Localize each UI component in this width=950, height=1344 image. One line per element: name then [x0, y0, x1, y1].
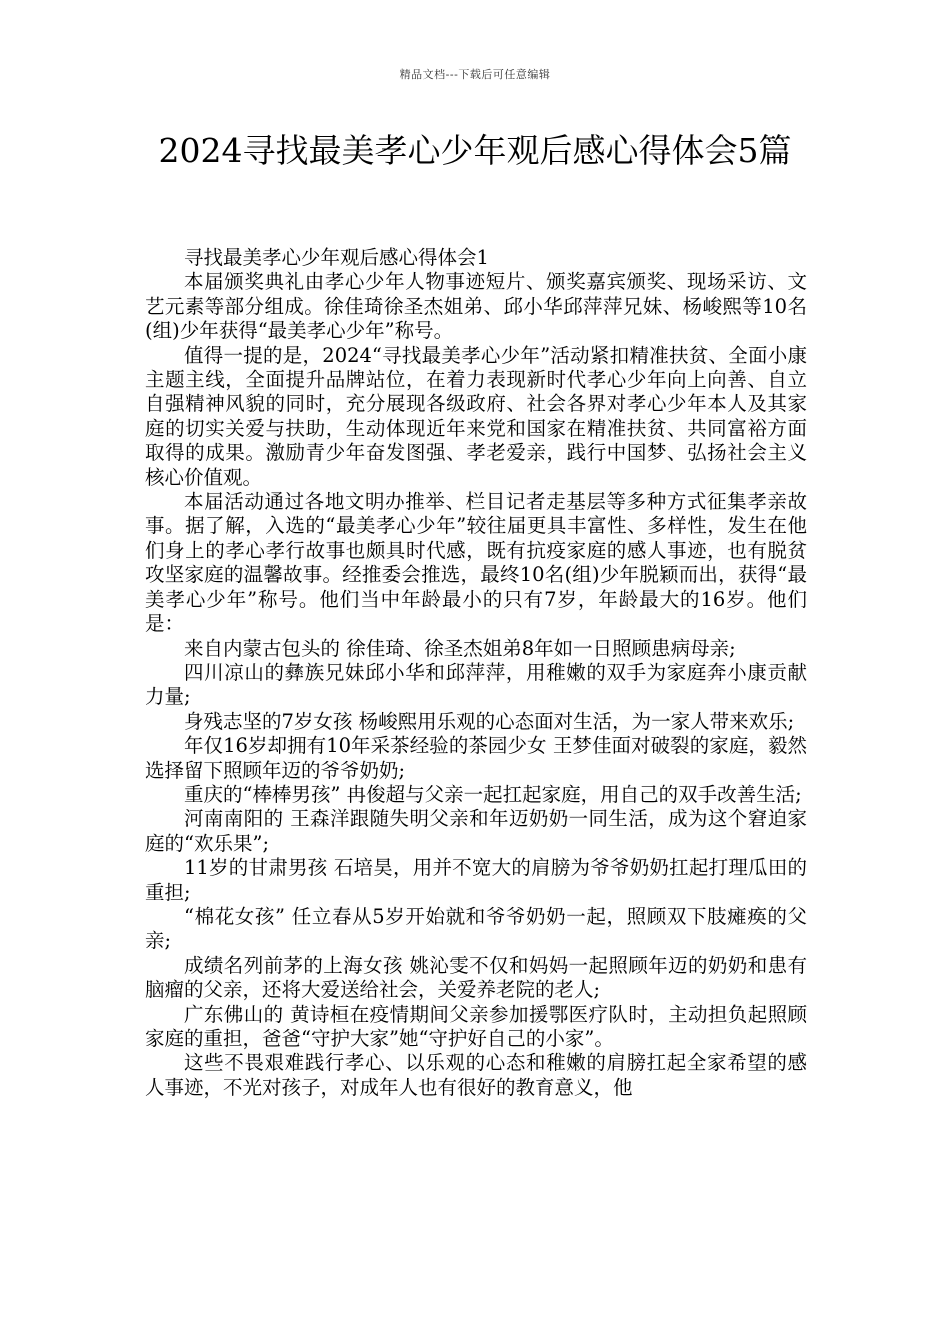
- body-paragraph: 本届颁奖典礼由孝心少年人物事迹短片、颁奖嘉宾颁奖、现场采访、文艺元素等部分组成。徐佳琦徐圣杰姐弟、邱小华邱萍萍兄妹、杨峻熙等10名(组)少年获得“最美孝心少年”称号。: [145, 270, 807, 343]
- list-item: 河南南阳的 王森洋跟随失明父亲和年迈奶奶一同生活，成为这个窘迫家庭的“欢乐果”;: [145, 807, 807, 855]
- list-item: 四川凉山的彝族兄妹邱小华和邱萍萍，用稚嫩的双手为家庭奔小康贡献力量;: [145, 660, 807, 709]
- body-paragraph: 本届活动通过各地文明办推举、栏目记者走基层等多种方式征集孝亲故事。据了解，入选的“最美孝心少年”较往届更具丰富性、多样性，发生在他们身上的孝心孝行故事也颇具时代感，既有抗疫家庭的感人事迹，也有脱贫攻坚家庭的温馨故事。经推委会推选，最终10名(组)少年脱颖而出，获得“最美孝心少年”称号。他们当中年龄最小的只有7岁，年龄最大的16岁。他们是：: [145, 490, 807, 636]
- list-item: 年仅16岁却拥有10年采茶经验的茶园少女 王梦佳面对破裂的家庭，毅然选择留下照顾年迈的爷爷奶奶;: [145, 734, 807, 782]
- document-title: 2024寻找最美孝心少年观后感心得体会5篇: [158, 131, 792, 170]
- list-item: 广东佛山的 黄诗桓在疫情期间父亲参加援鄂医疗队时，主动担负起照顾家庭的重担，爸爸“守护大家”她“守护好自己的小家”。: [145, 1002, 807, 1050]
- body-paragraph: 这些不畏艰难践行孝心、以乐观的心态和稚嫩的肩膀扛起全家希望的感人事迹，不光对孩子，对成年人也有很好的教育意义，他: [145, 1051, 807, 1099]
- list-item: 重庆的“棒棒男孩” 冉俊超与父亲一起扛起家庭，用自己的双手改善生活;: [184, 782, 802, 806]
- document-body: [145, 246, 807, 1100]
- body-paragraph: 值得一提的是，2024“寻找最美孝心少年”活动紧扣精准扶贫、全面小康主题主线，全面提升品牌站位，在着力表现新时代孝心少年向上向善、自立自强精神风貌的同时，充分展现各级政府、社会各界对孝心少年本人及其家庭的切实关爱与扶助，生动体现近年来党和国家在精准扶贫、共同富裕方面取得的成果。激励青少年奋发图强、孝老爱亲，践行中国梦、弘扬社会主义核心价值观。: [145, 343, 807, 489]
- list-item: 成绩名列前茅的上海女孩 姚沁雯不仅和妈妈一起照顾年迈的奶奶和患有脑瘤的父亲，还将大爱送给社会，关爱养老院的老人;: [145, 953, 807, 1002]
- list-item: 11岁的甘肃男孩 石培昊，用并不宽大的肩膀为爷爷奶奶扛起打理瓜田的重担;: [145, 856, 807, 904]
- section-heading: 寻找最美孝心少年观后感心得体会1: [184, 246, 489, 269]
- header-note: 精品文档---下载后可任意编辑: [399, 68, 551, 81]
- list-item: 身残志坚的7岁女孩 杨峻熙用乐观的心态面对生活，为一家人带来欢乐;: [184, 709, 795, 733]
- list-item: 来自内蒙古包头的 徐佳琦、徐圣杰姐弟8年如一日照顾患病母亲;: [184, 636, 736, 660]
- list-item: “棉花女孩” 任立春从5岁开始就和爷爷奶奶一起，照顾双下肢瘫痪的父亲;: [145, 904, 807, 953]
